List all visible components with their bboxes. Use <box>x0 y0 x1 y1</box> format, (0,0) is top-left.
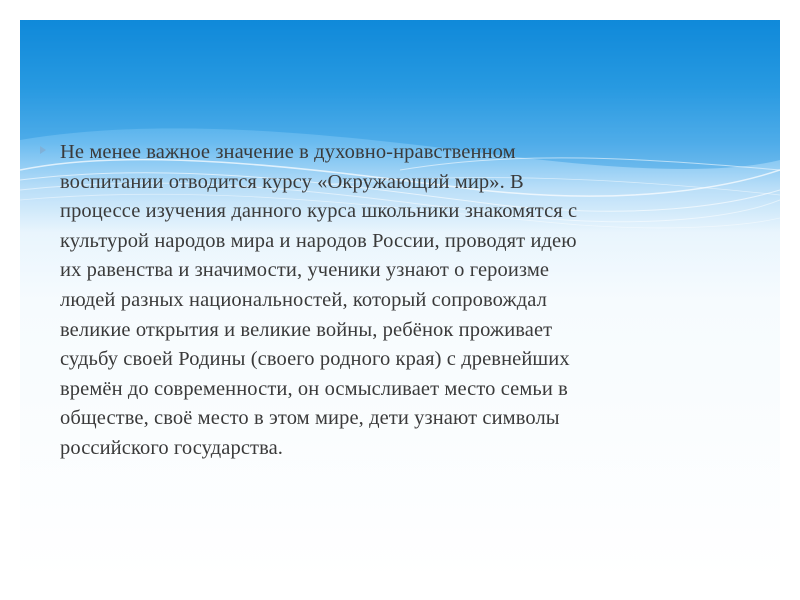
text-line: людей разных национальностей, который сопровождал <box>60 288 547 311</box>
text-line: великие открытия и великие войны, ребёнок проживает <box>60 318 553 341</box>
text-line: российского государства. <box>60 436 284 459</box>
text-line: процессе изучения данного курса школьники знакомятся с <box>60 200 578 223</box>
text-content <box>36 138 756 464</box>
text-line: обществе, своё место в этом мире, дети узнают символы <box>60 407 560 430</box>
text-line: Не менее важное значение в духовно-нравственном <box>60 141 516 163</box>
text-line: воспитании отводится курсу «Окружающий мир». В <box>60 170 524 193</box>
triangle-bullet-icon <box>40 146 46 154</box>
slide <box>20 20 780 580</box>
text-line: судьбу своей Родины (своего родного края) с древнейших <box>60 348 570 371</box>
text-line: времён до современности, он осмысливает место семьи в <box>60 377 568 400</box>
text-line: культурой народов мира и народов России, проводят идею <box>60 229 577 252</box>
paragraph <box>60 138 756 464</box>
text-line: их равенства и значимости, ученики узнают о героизме <box>60 259 550 282</box>
